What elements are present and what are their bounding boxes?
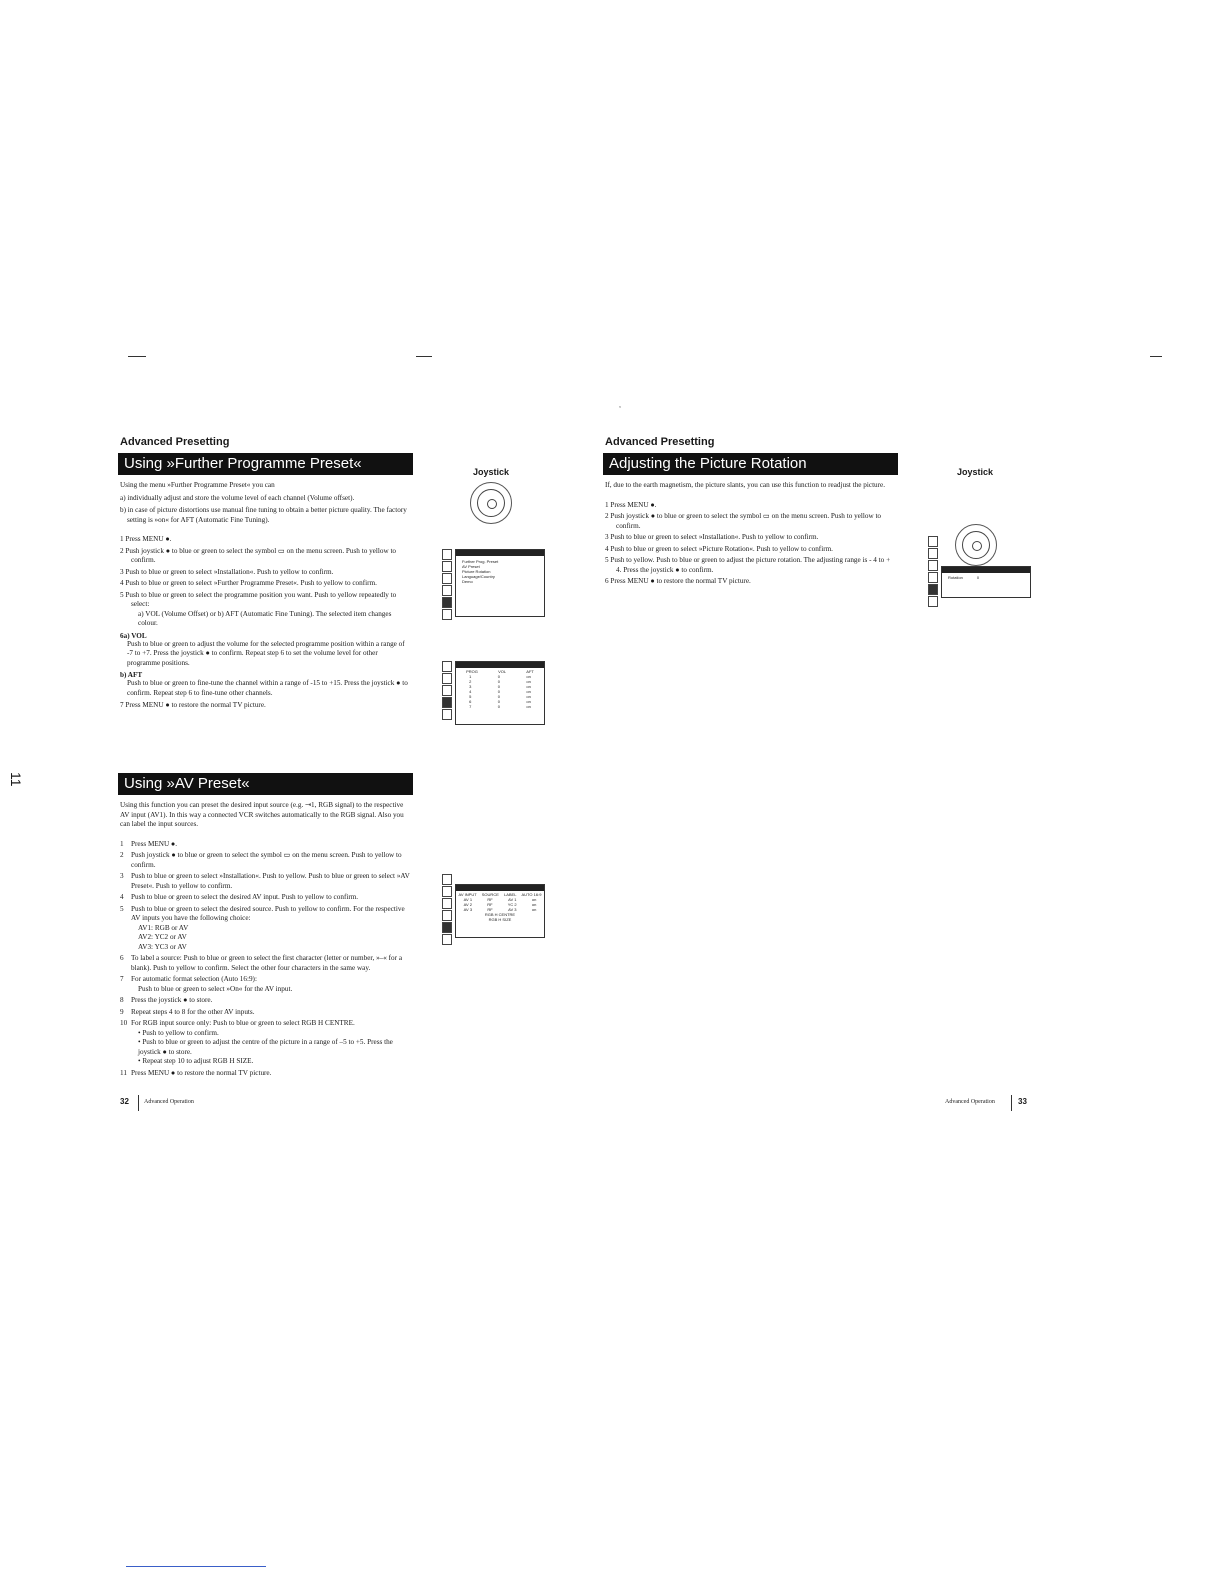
osd-cell: RGB H CENTRE — [484, 912, 516, 917]
section-label: Advanced Presetting — [120, 436, 230, 448]
joystick-icon — [470, 482, 512, 524]
osd-cell: AV 3 — [463, 907, 473, 912]
osd-cell: AV 3 — [508, 907, 517, 912]
step: 7 For automatic format selection (Auto 16:9): Push to blue or green to select »On« for the AV input. — [120, 975, 293, 993]
step: 6 To label a source: Push to blue or green to select the first character (letter or number, »–« for a blank). Push to yellow to confirm. Select the other four characters in the same way. — [120, 954, 403, 972]
crop-mark — [416, 356, 432, 357]
section-banner-rotation: Adjusting the Picture Rotation — [603, 453, 898, 475]
osd-item: Further Prog. Preset — [462, 559, 499, 564]
osd-cell: RF — [487, 902, 493, 907]
footer-divider — [138, 1095, 139, 1111]
osd-cell: 0 — [497, 684, 500, 689]
osd-cell: 0 — [497, 674, 500, 679]
step: 1 Press MENU ●. — [120, 535, 172, 543]
step: 1 Press MENU ●. — [605, 500, 657, 509]
osd-cell: 4 — [469, 689, 472, 694]
rotation-intro: If, due to the earth magnetism, the picture slants, you can use this function to readjust the picture. — [605, 481, 886, 489]
step: 4 Push to blue or green to select »Picture Rotation«. Push to yellow to confirm. — [605, 544, 833, 553]
crop-mark — [1150, 356, 1162, 357]
osd-item: Demo — [462, 579, 473, 584]
rotation-body — [605, 481, 895, 589]
step-7: 7 Press MENU ● to restore the normal TV picture. — [120, 701, 266, 709]
osd-cell: AV 1 — [463, 897, 473, 902]
osd-sidebar — [928, 536, 939, 608]
osd-col-header: VOL — [498, 669, 507, 674]
step: 6 Press MENU ● to restore the normal TV picture. — [605, 577, 751, 585]
margin-mark: 11 — [8, 772, 24, 787]
footer-label: Advanced Operation — [144, 1099, 194, 1105]
osd-cell: on — [526, 684, 531, 689]
osd-sidebar — [442, 661, 453, 721]
osd-cell: 0 — [497, 689, 500, 694]
aft-text: Push to blue or green to fine-tune the channel within a range of -15 to +15. Press the joystick ● to confirm. Repeat step 6 to fine-tune other channels. — [127, 679, 408, 697]
osd-cell: YC 2 — [507, 902, 517, 907]
step: 2 Push joystick ● to blue or green to select the symbol ▭ on the menu screen. Push to yellow to confirm. — [120, 851, 402, 869]
osd-menu-rotation — [928, 536, 1030, 600]
crop-mark — [128, 356, 146, 357]
step: 10 For RGB input source only: Push to blue or green to select RGB H CENTRE. • Push to yellow to confirm. • Push to blue or green to adjust the centre of the picture in a range of –5 to +5. Press the joystick ● to store. • Repeat step 10 to adjust RGB H SIZE. — [120, 1019, 393, 1065]
section-banner-av: Using »AV Preset« — [118, 773, 413, 795]
osd-cell: 0 — [497, 704, 500, 709]
osd-cell: 3 — [469, 684, 472, 689]
bottom-rule — [126, 1566, 266, 1567]
osd-cell: on — [526, 689, 531, 694]
osd-cell: 7 — [469, 704, 472, 709]
step: 3 Push to blue or green to select »Installation«. Push to yellow to confirm. — [120, 567, 334, 576]
step: 8 Press the joystick ● to store. — [120, 996, 213, 1004]
osd-menu-av-preset — [442, 874, 544, 940]
section-label: Advanced Presetting — [605, 436, 715, 448]
step: 3 Push to blue or green to select »Installation«. Push to yellow to confirm. — [605, 533, 819, 541]
osd-cell: RGB H SIZE — [488, 917, 512, 922]
osd-col-header: AUTO 16:9 — [521, 892, 542, 897]
step: 5 Push to blue or green to select the programme position you want. Push to yellow repeatedly to select: a) VOL (Volume Offset) or b) AFT (Automatic Fine Tuning). The selected item changes colour. — [120, 590, 397, 627]
step: 4 Push to blue or green to select »Further Programme Preset«. Push to yellow to confirm. — [120, 579, 377, 587]
osd-col-header: LABEL — [503, 892, 517, 897]
osd-cell: 5 — [469, 694, 472, 699]
osd-cell: 0 — [497, 694, 500, 699]
joystick-caption: Joystick — [956, 467, 994, 477]
osd-cell: 1 — [469, 674, 472, 679]
osd-item: Language/Country — [462, 574, 495, 579]
osd-cell: on — [526, 704, 531, 709]
section-banner-further: Using »Further Programme Preset« — [118, 453, 413, 475]
osd-cell: RF — [487, 897, 493, 902]
stray-mark: , — [619, 402, 621, 409]
step: 4 Push to blue or green to select the desired AV input. Push to yellow to confirm. — [120, 893, 359, 901]
osd-cell: AV 2 — [463, 902, 472, 907]
vol-heading: 6a) VOL — [120, 631, 147, 640]
osd-cell: on — [526, 694, 531, 699]
osd-sidebar — [442, 549, 453, 621]
osd-sidebar — [442, 874, 453, 946]
aft-heading: b) AFT — [120, 671, 143, 679]
osd-cell: 0 — [497, 679, 500, 684]
av-body — [120, 801, 412, 1080]
footer-divider — [1011, 1095, 1012, 1111]
osd-col-header: SOURCE — [481, 892, 499, 897]
osd-table-row — [456, 704, 544, 709]
point-a: a) individually adjust and store the volume level of each channel (Volume offset). — [120, 493, 355, 502]
osd-rotation-label: Rotation — [948, 575, 963, 580]
rotation-steps — [605, 501, 895, 587]
osd-cell: on — [531, 897, 537, 902]
osd-cell: 2 — [469, 679, 472, 684]
osd-cell: 0 — [497, 699, 500, 704]
vol-text: Push to blue or green to adjust the volume for the selected programme position within a range of -7 to +7. Press the joystick ● to confirm. Repeat step 6 to set the volume level for other programme positions. — [127, 639, 405, 667]
step: 2 Push joystick ● to blue or green to select the symbol ▭ on the menu screen. Push to yellow to confirm. — [605, 512, 882, 530]
osd-menu-installation — [442, 549, 544, 617]
step: 1 Press MENU ●. — [120, 839, 178, 848]
osd-cell: on — [526, 699, 531, 704]
footer-label: Advanced Operation — [945, 1099, 995, 1105]
av-intro: Using this function you can preset the desired input source (e.g. ⇥1, RGB signal) to the respective AV input (AV1). In this way a connected VCR switches automatically to the RGB signal. Also you can label the input sources. — [120, 801, 404, 828]
osd-cell: RF — [487, 907, 493, 912]
point-b: b) in case of picture distortions use manual fine tuning to obtain a better picture quality. The factory setting is »on« for AFT (Automatic Fine Tuning). — [120, 506, 407, 524]
further-body — [120, 481, 412, 711]
osd-rotation-value: 0 — [976, 575, 980, 580]
osd-col-header: PROG — [466, 669, 478, 674]
osd-cell: on — [531, 907, 537, 912]
osd-cell: on — [526, 679, 531, 684]
page-number: 32 — [120, 1097, 129, 1106]
osd-cell: 6 — [469, 699, 472, 704]
osd-cell: on — [526, 674, 531, 679]
step: 2 Push joystick ● to blue or green to select the symbol ▭ on the menu screen. Push to yellow to confirm. — [120, 546, 397, 564]
step: 5 Push to yellow. Push to blue or green to adjust the picture rotation. The adjusting range is - 4 to + 4. Press the joystick ● to confirm. — [605, 556, 891, 574]
av-steps — [120, 840, 412, 1079]
osd-cell: on — [531, 902, 537, 907]
osd-col-header: AFT — [526, 669, 534, 674]
osd-cell: AV 1 — [508, 897, 517, 902]
joystick-caption: Joystick — [472, 467, 510, 477]
osd-table-row — [456, 917, 544, 922]
step: 9 Repeat steps 4 to 8 for the other AV inputs. — [120, 1007, 255, 1016]
intro-text: Using the menu »Further Programme Preset« you can — [120, 481, 275, 489]
osd-item: Picture Rotation — [462, 569, 491, 574]
step: 5 Push to blue or green to select the desired source. Push to yellow to confirm. For the respective AV inputs you have the following choice: AV1: RGB or AV AV2: YC2 or AV AV3: YC3 or AV — [120, 904, 405, 951]
step: 3 Push to blue or green to select »Installation«. Push to yellow. Push to blue or green to select »AV Preset«. Push to yellow to confirm. — [120, 872, 410, 890]
osd-menu-further-preset — [442, 661, 544, 725]
page-number: 33 — [1018, 1097, 1027, 1106]
further-steps — [120, 535, 412, 629]
osd-col-header: AV INPUT — [458, 892, 477, 897]
step: 11 Press MENU ● to restore the normal TV picture. — [120, 1068, 272, 1077]
osd-item: AV Preset — [462, 564, 480, 569]
